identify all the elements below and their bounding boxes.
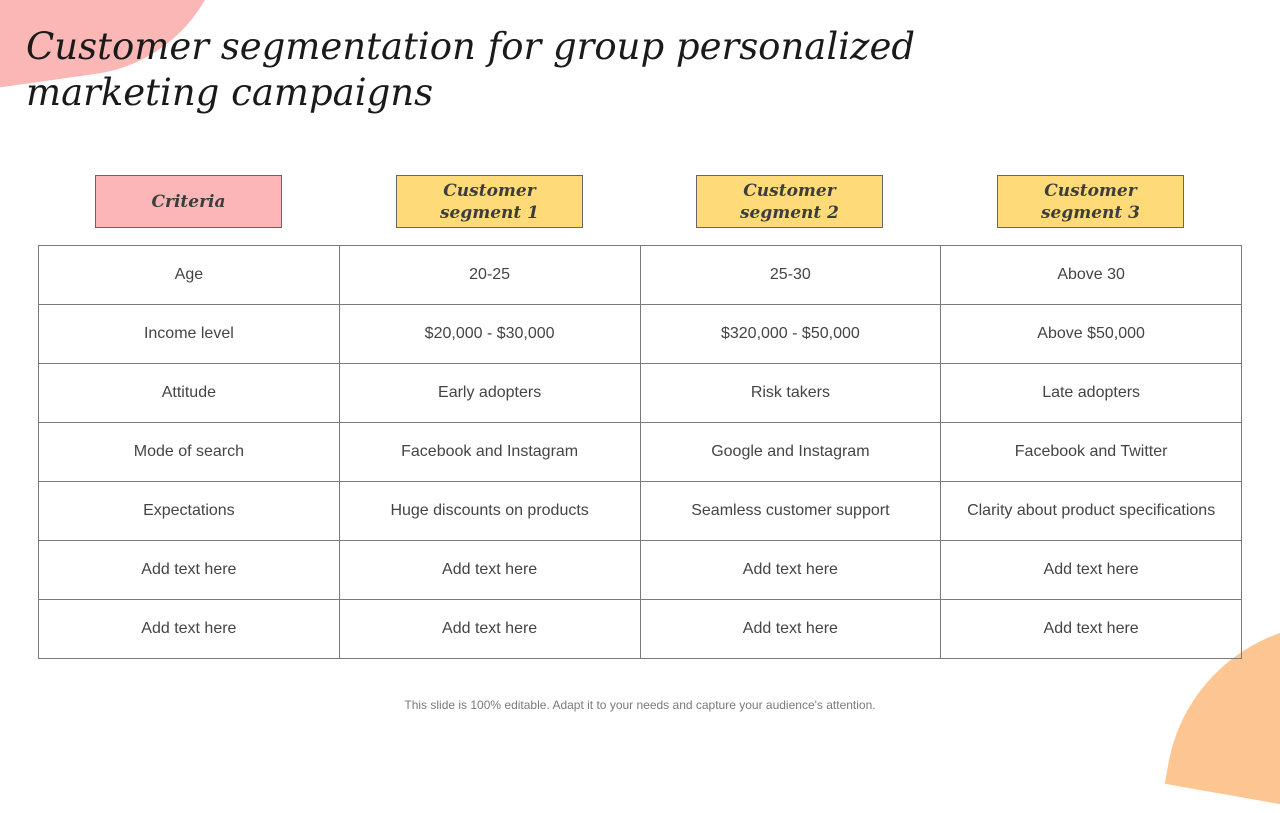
criteria-cell: Age xyxy=(39,246,340,305)
segment-1-cell: Add text here xyxy=(339,541,640,600)
criteria-header: Criteria xyxy=(95,175,282,228)
segment-1-cell: 20-25 xyxy=(339,246,640,305)
criteria-cell: Attitude xyxy=(39,364,340,423)
segment-2-cell: $320,000 - $50,000 xyxy=(640,305,941,364)
segment-3-cell: Add text here xyxy=(941,541,1242,600)
table-row xyxy=(39,541,1242,600)
segment-1-header: Customer segment 1 xyxy=(396,175,583,228)
segment-2-header: Customer segment 2 xyxy=(696,175,883,228)
criteria-cell: Income level xyxy=(39,305,340,364)
table-row xyxy=(39,482,1242,541)
table-row xyxy=(39,364,1242,423)
footer-note: This slide is 100% editable. Adapt it to your needs and capture your audience's attention. xyxy=(404,698,876,712)
segment-2-cell: 25-30 xyxy=(640,246,941,305)
segment-3-cell: Clarity about product specifications xyxy=(941,482,1242,541)
segment-1-cell: $20,000 - $30,000 xyxy=(339,305,640,364)
segment-3-cell: Late adopters xyxy=(941,364,1242,423)
segment-3-cell: Add text here xyxy=(941,600,1242,659)
table-row xyxy=(39,600,1242,659)
segment-1-cell: Facebook and Instagram xyxy=(339,423,640,482)
criteria-cell: Expectations xyxy=(39,482,340,541)
criteria-cell: Add text here xyxy=(39,600,340,659)
table-row xyxy=(39,423,1242,482)
segment-2-cell: Add text here xyxy=(640,600,941,659)
segment-2-cell: Google and Instagram xyxy=(640,423,941,482)
segmentation-table xyxy=(38,245,1242,659)
segment-3-cell: Facebook and Twitter xyxy=(941,423,1242,482)
segment-3-header: Customer segment 3 xyxy=(997,175,1184,228)
slide-title: Customer segmentation for group personalized marketing campaigns xyxy=(26,25,916,114)
criteria-cell: Mode of search xyxy=(39,423,340,482)
segment-1-cell: Add text here xyxy=(339,600,640,659)
segment-1-cell: Early adopters xyxy=(339,364,640,423)
criteria-cell: Add text here xyxy=(39,541,340,600)
segment-2-cell: Risk takers xyxy=(640,364,941,423)
segment-2-cell: Seamless customer support xyxy=(640,482,941,541)
segment-1-cell: Huge discounts on products xyxy=(339,482,640,541)
segment-2-cell: Add text here xyxy=(640,541,941,600)
segment-3-cell: Above $50,000 xyxy=(941,305,1242,364)
table-row xyxy=(39,246,1242,305)
segment-3-cell: Above 30 xyxy=(941,246,1242,305)
table-row xyxy=(39,305,1242,364)
